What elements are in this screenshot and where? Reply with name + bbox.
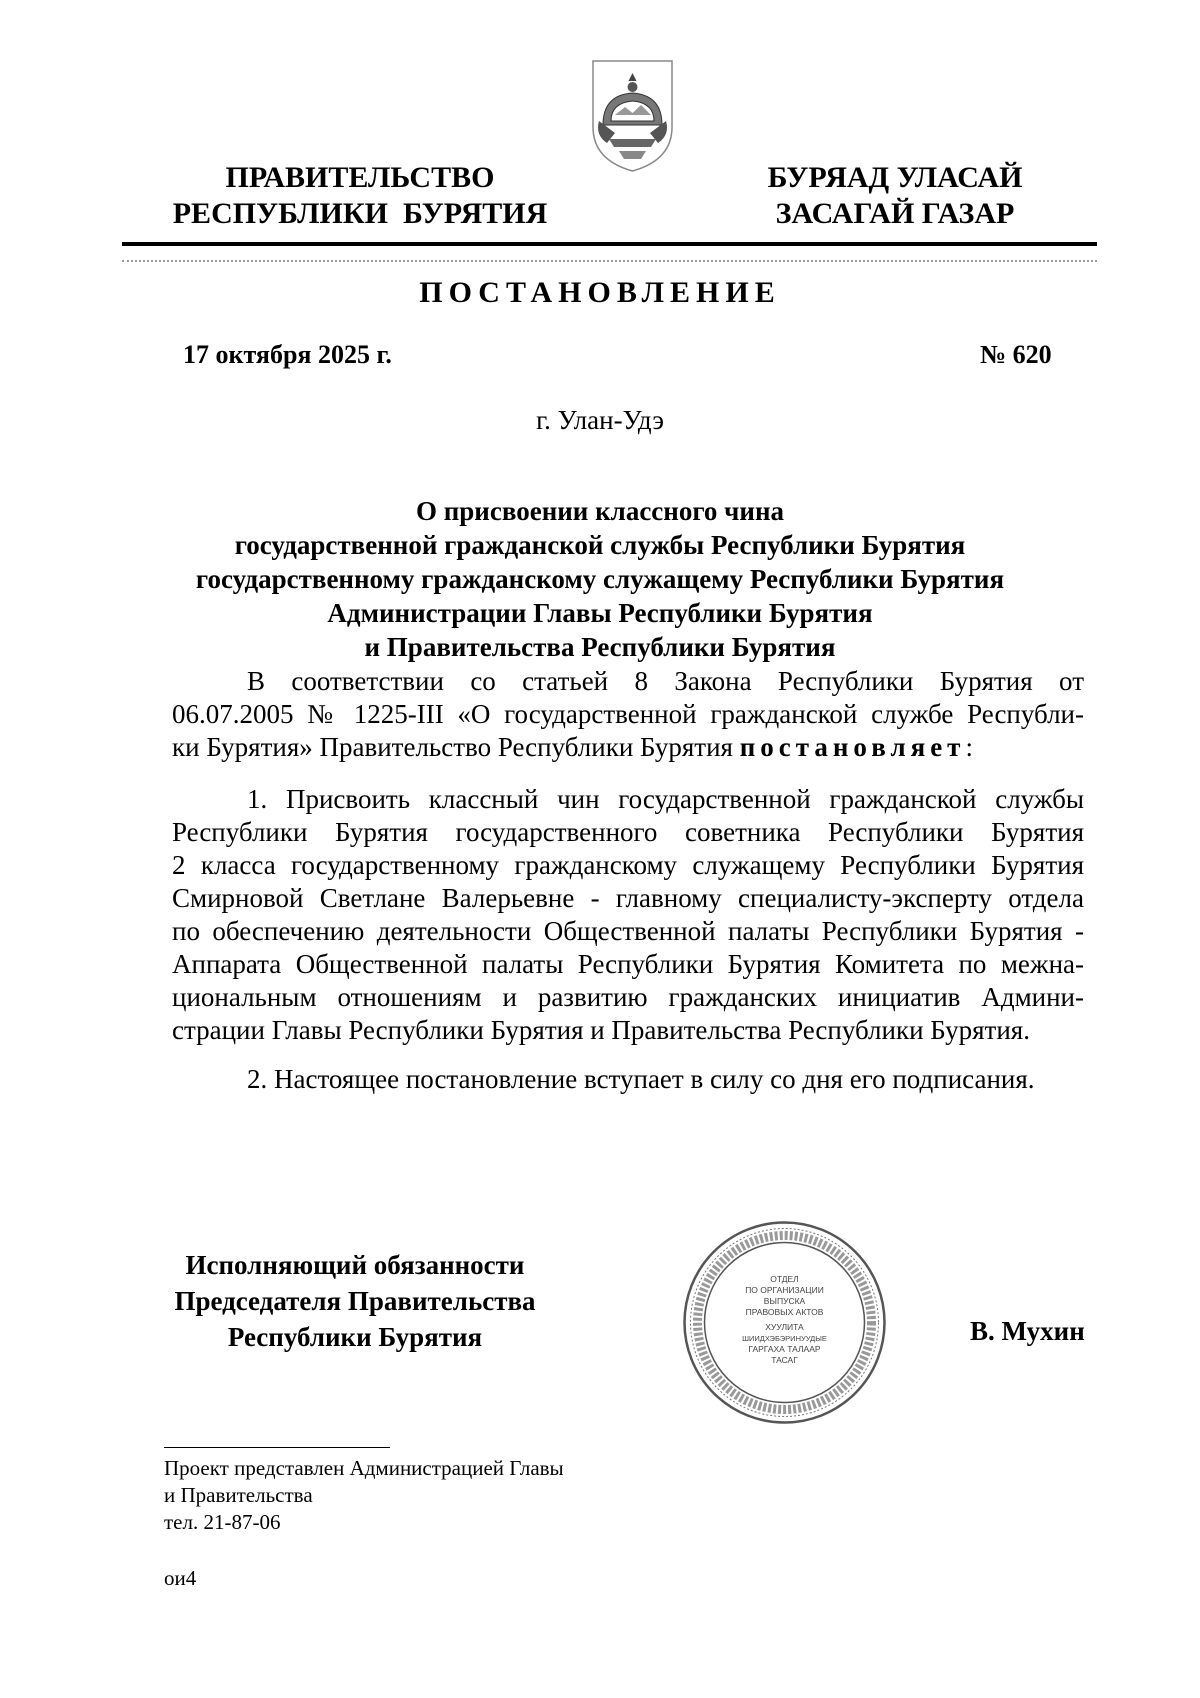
item-1-line: Республики Бурятия государственного советника Республики Бурятия xyxy=(172,817,1084,847)
item-1-line: по обеспечению деятельности Общественной палаты Республики Бурятия - xyxy=(172,916,1084,946)
seal-text-line: ОТДЕЛ xyxy=(770,1274,799,1284)
item-1-line: Аппарата Общественной палаты Республики Бурятия Комитета по межна- xyxy=(172,949,1084,979)
decree-word: постановляет xyxy=(739,732,966,762)
right-org-line-2: ЗАСАГАЙ ГАЗАР xyxy=(775,197,1015,230)
left-org-name xyxy=(150,160,570,232)
coat-of-arms-icon xyxy=(585,55,680,175)
left-org-line-1: ПРАВИТЕЛЬСТВО xyxy=(225,161,495,194)
preamble-line xyxy=(172,731,1084,764)
signatory-title-line: Исполняющий обязанности xyxy=(185,1250,525,1280)
seal-text-line: ШИИДХЭБЭРИНУУДЫЕ xyxy=(742,1334,827,1343)
preamble-line: В соответствии со статьей 8 Закона Республики Бурятия от xyxy=(247,666,1084,696)
footnote-line: и Правительства xyxy=(164,1483,313,1507)
item-1-line: циональным отношениям и развитию гражданских инициатив Админи- xyxy=(172,982,1084,1012)
item-1-paragraph xyxy=(172,783,1084,1047)
seal-text-line: ТАСАГ xyxy=(771,1355,798,1365)
title-line: государственному гражданскому служащему Республики Бурятия xyxy=(195,564,1005,594)
right-org-line-1: БУРЯАД УЛАСАЙ xyxy=(767,161,1023,194)
preamble-paragraph xyxy=(172,665,1084,764)
left-org-line-2: РЕСПУБЛИКИ БУРЯТИЯ xyxy=(172,197,548,230)
seal-text-line: ХУУЛИТА xyxy=(765,1322,804,1332)
document-type: ПОСТАНОВЛЕНИЕ xyxy=(419,276,781,309)
document-title xyxy=(140,494,1060,664)
item-1-line: страции Главы Республики Бурятия и Правительства Республики Бурятия. xyxy=(172,1015,1030,1045)
item-1-line: 1. Присвоить классный чин государственной гражданской службы xyxy=(247,784,1084,814)
seal-text-line: ГАРГАХА ТАЛААР xyxy=(748,1344,821,1354)
item-2-paragraph xyxy=(172,1063,1084,1096)
footnote-line: Проект представлен Администрацией Главы xyxy=(164,1456,564,1480)
item-1-line: Смирновой Светлане Валерьевне - главному специалисту-эксперту отдела xyxy=(172,883,1084,913)
preamble-text: ки Бурятия» Правительство Республики Бурятия xyxy=(172,732,740,762)
seal-text-line: ВЫПУСКА xyxy=(763,1296,806,1306)
seal-text-line: ПРАВОВЫХ АКТОВ xyxy=(745,1307,824,1317)
official-seal-icon xyxy=(682,1220,887,1425)
preamble-colon: : xyxy=(965,732,973,762)
footnote-line: тел. 21-87-06 xyxy=(164,1510,281,1534)
item-1-line: 2 класса государственному гражданскому служащему Республики Бурятия xyxy=(172,850,1084,880)
preamble-line: 06.07.2005 № 1225-III «О государственной гражданской службе Республи- xyxy=(172,699,1084,729)
signatory-title-line: Председателя Правительства xyxy=(174,1286,536,1316)
document-number: № 620 xyxy=(980,340,1052,369)
document-code: ои4 xyxy=(164,1566,197,1590)
footnote xyxy=(164,1455,564,1536)
title-line: Администрации Главы Республики Бурятия xyxy=(327,598,873,628)
signatory-title-line: Республики Бурятия xyxy=(227,1322,483,1352)
item-2-line: 2. Настоящее постановление вступает в силу со дня его подписания. xyxy=(247,1064,1035,1094)
document-date: 17 октября 2025 г. xyxy=(183,340,392,369)
right-org-name xyxy=(700,160,1090,232)
signatory-title xyxy=(150,1247,560,1355)
title-line: государственной гражданской службы Республики Бурятия xyxy=(234,530,966,560)
document-city: г. Улан-Удэ xyxy=(536,405,664,435)
title-line: и Правительства Республики Бурятия xyxy=(364,632,836,662)
seal-text-line: ПО ОРГАНИЗАЦИИ xyxy=(745,1285,824,1295)
title-line: О присвоении классного чина xyxy=(415,496,785,526)
signatory-name: В. Мухин xyxy=(970,1316,1085,1346)
header-rule xyxy=(122,242,1097,246)
footnote-rule xyxy=(164,1447,390,1448)
header-dotted-rule xyxy=(122,260,1097,264)
